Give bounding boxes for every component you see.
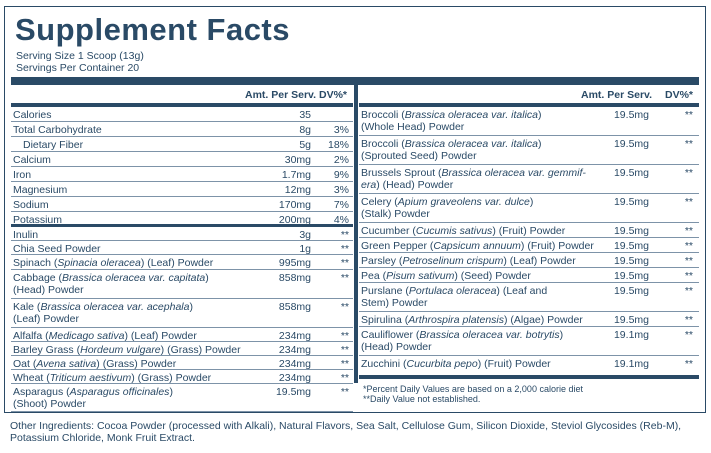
panel-title: Supplement Facts <box>15 12 290 47</box>
amount-per-serving: 1g <box>299 243 311 255</box>
nutrient-row <box>11 182 353 197</box>
daily-value: ** <box>684 314 693 326</box>
nutrient-row <box>359 327 699 356</box>
daily-value: ** <box>684 270 693 282</box>
nutrient-name: Green Pepper (Capsicum annuum) (Fruit) Powder <box>361 240 594 252</box>
amount-per-serving: 19.5mg <box>613 109 649 121</box>
daily-value: ** <box>340 257 349 269</box>
daily-value: 18% <box>327 139 349 151</box>
nutrient-name: Total Carbohydrate <box>13 124 102 136</box>
amount-per-serving: 5g <box>299 139 311 151</box>
nutrient-row <box>359 194 699 223</box>
amount-per-serving: 234mg <box>278 344 311 356</box>
daily-value: ** <box>684 329 693 341</box>
nutrient-name: Calories <box>13 109 52 121</box>
column-divider <box>354 85 358 383</box>
daily-value: ** <box>684 358 693 370</box>
left-rows <box>11 107 353 412</box>
daily-value: ** <box>340 372 349 384</box>
amount-per-serving: 19.5mg <box>613 167 649 179</box>
serving-size: Serving Size 1 Scoop (13g) <box>16 50 144 62</box>
amount-per-serving: 170mg <box>278 199 311 211</box>
nutrient-row <box>11 342 353 356</box>
nutrient-name: Chia Seed Powder <box>13 243 101 255</box>
right-column-header <box>359 87 699 107</box>
amount-per-serving: 19.1mg <box>613 358 649 370</box>
amount-per-serving: 858mg <box>278 272 311 284</box>
daily-value: ** <box>340 229 349 241</box>
amount-per-serving: 234mg <box>278 358 311 370</box>
nutrient-row <box>359 165 699 194</box>
dv-heading: DV%* <box>665 89 694 101</box>
daily-value: ** <box>340 386 349 398</box>
nutrient-name: Broccoli (Brassica oleracea var. italica) (Whole Head) Powder <box>361 109 542 133</box>
nutrient-row <box>359 107 699 136</box>
amount-per-serving: 19.5mg <box>613 255 649 267</box>
nutrient-row <box>11 356 353 370</box>
nutrient-name: Iron <box>13 169 32 181</box>
nutrient-name: Dietary Fiber <box>23 139 84 151</box>
amount-per-serving: 995mg <box>278 257 311 269</box>
daily-value: ** <box>340 301 349 313</box>
amount-per-serving: 234mg <box>278 330 311 342</box>
nutrient-row <box>11 384 353 412</box>
nutrient-row <box>359 312 699 327</box>
nutrient-row <box>359 238 699 253</box>
nutrient-name: Calcium <box>13 154 51 166</box>
daily-value: 2% <box>333 154 349 166</box>
nutrient-name: Cauliflower (Brassica oleracea var. botrytis) (Head) Powder <box>361 329 564 353</box>
nutrient-row <box>11 212 353 227</box>
daily-value: 3% <box>333 124 349 136</box>
daily-value: 3% <box>333 184 349 196</box>
nutrient-name: Asparagus (Asparagus officinales) (Shoot) Powder <box>13 386 173 410</box>
amount-per-serving: 200mg <box>278 214 311 226</box>
nutrient-row <box>359 268 699 283</box>
amount-per-serving: 19.1mg <box>613 329 649 341</box>
servings-per-container: Servings Per Container 20 <box>16 62 140 74</box>
amount-per-serving: 19.5mg <box>613 225 649 237</box>
amt-per-serv-heading: Amt. Per Serv. <box>581 89 653 101</box>
daily-value: ** <box>340 344 349 356</box>
nutrient-name: Kale (Brassica oleracea var. acephala) (Leaf) Powder <box>13 301 193 325</box>
daily-value: 4% <box>333 214 349 226</box>
daily-value: ** <box>684 240 693 252</box>
nutrient-row <box>11 227 353 241</box>
other-ingredients: Other Ingredients: Cocoa Powder (processed with Alkali), Natural Flavors, Sea Salt, Cellulose Gum, Silicon Dioxide, Steviol Glycosides (Reb-M), Potassium Chloride, Monk Fruit Extract. <box>10 420 682 444</box>
nutrient-name: Broccoli (Brassica oleracea var. italica) (Sprouted Seed) Powder <box>361 138 542 162</box>
amount-per-serving: 19.5mg <box>613 285 649 297</box>
nutrient-name: Barley Grass (Hordeum vulgare) (Grass) Powder <box>13 344 241 356</box>
nutrient-row <box>11 328 353 342</box>
nutrient-row <box>359 223 699 238</box>
nutrient-row <box>11 152 353 167</box>
amount-per-serving: 35 <box>299 109 311 121</box>
dv-heading: DV%* <box>319 89 348 101</box>
nutrient-name: Purslane (Portulaca oleracea) (Leaf and Stem) Powder <box>361 285 548 309</box>
left-nutrient-column <box>11 87 353 410</box>
nutrient-row <box>11 299 353 328</box>
daily-value: 7% <box>333 199 349 211</box>
amount-per-serving: 19.5mg <box>613 270 649 282</box>
amount-per-serving: 19.5mg <box>613 240 649 252</box>
daily-value: ** <box>684 196 693 208</box>
amt-per-serv-heading: Amt. Per Serv. <box>245 89 317 101</box>
nutrient-name: Inulin <box>13 229 39 241</box>
nutrient-name: Spirulina (Arthrospira platensis) (Algae) Powder <box>361 314 583 326</box>
amount-per-serving: 234mg <box>278 372 311 384</box>
amount-per-serving: 19.5mg <box>613 196 649 208</box>
nutrient-row <box>11 137 353 152</box>
daily-value: ** <box>684 255 693 267</box>
daily-value: ** <box>340 358 349 370</box>
nutrient-name: Wheat (Triticum aestivum) (Grass) Powder <box>13 372 212 384</box>
nutrient-row <box>11 107 353 122</box>
nutrient-name: Parsley (Petroselinum crispum) (Leaf) Powder <box>361 255 576 267</box>
amount-per-serving: 1.7mg <box>281 169 311 181</box>
nutrient-row <box>11 197 353 212</box>
nutrient-name: Potassium <box>13 214 63 226</box>
right-nutrient-column <box>359 87 699 381</box>
right-rows <box>359 107 699 378</box>
amount-per-serving: 19.5mg <box>613 138 649 150</box>
amount-per-serving: 858mg <box>278 301 311 313</box>
nutrient-name: Sodium <box>13 199 49 211</box>
nutrient-name: Pea (Pisum sativum) (Seed) Powder <box>361 270 531 282</box>
amount-per-serving: 19.5mg <box>275 386 311 398</box>
nutrient-row <box>359 253 699 268</box>
nutrient-name: Magnesium <box>13 184 68 196</box>
header-rule <box>11 77 699 85</box>
nutrient-name: Cucumber (Cucumis sativus) (Fruit) Powder <box>361 225 566 237</box>
daily-value: ** <box>684 109 693 121</box>
daily-value: ** <box>684 285 693 297</box>
amount-per-serving: 30mg <box>284 154 311 166</box>
nutrient-name: Zucchini (Cucurbita pepo) (Fruit) Powder <box>361 358 551 370</box>
amount-per-serving: 19.5mg <box>613 314 649 326</box>
supplement-facts-panel <box>4 6 706 413</box>
amount-per-serving: 12mg <box>284 184 311 196</box>
left-column-header <box>11 87 353 107</box>
footnote-rule <box>359 375 699 379</box>
nutrient-name: Brussels Sprout (Brassica oleracea var. gemmif- era) (Head) Powder <box>361 167 586 191</box>
daily-value: 9% <box>333 169 349 181</box>
nutrient-row <box>11 255 353 270</box>
nutrient-row <box>11 167 353 182</box>
daily-value: ** <box>684 167 693 179</box>
daily-value: ** <box>340 243 349 255</box>
nutrient-row <box>11 122 353 137</box>
daily-value: ** <box>684 138 693 150</box>
nutrient-name: Cabbage (Brassica oleracea var. capitata) (Head) Powder <box>13 272 209 296</box>
daily-value: ** <box>340 272 349 284</box>
daily-value: ** <box>684 225 693 237</box>
nutrient-row <box>11 241 353 255</box>
footnote-daily-value: *Percent Daily Values are based on a 2,000 calorie diet <box>363 384 583 394</box>
footnote-not-established: **Daily Value not established. <box>363 394 481 404</box>
nutrient-row <box>359 136 699 165</box>
nutrient-row <box>11 270 353 299</box>
nutrient-name: Celery (Apium graveolens var. dulce) (Stalk) Powder <box>361 196 534 220</box>
nutrient-row <box>359 283 699 312</box>
amount-per-serving: 8g <box>299 124 311 136</box>
nutrient-name: Oat (Avena sativa) (Grass) Powder <box>13 358 177 370</box>
nutrient-name: Spinach (Spinacia oleracea) (Leaf) Powder <box>13 257 214 269</box>
nutrient-name: Alfalfa (Medicago sativa) (Leaf) Powder <box>13 330 197 342</box>
nutrient-row <box>11 370 353 384</box>
daily-value: ** <box>340 330 349 342</box>
amount-per-serving: 3g <box>299 229 311 241</box>
